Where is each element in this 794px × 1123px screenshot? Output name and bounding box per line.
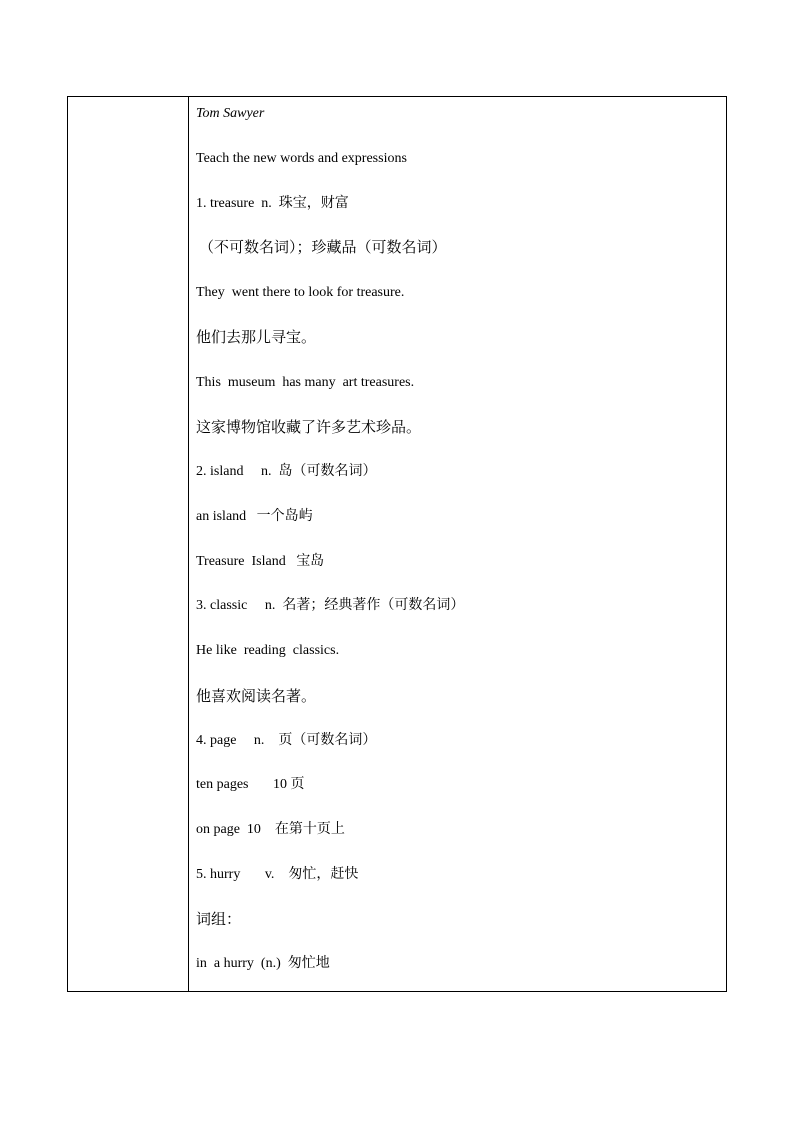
phrase-example: ten pages 10 页 [196, 777, 305, 792]
example-sentence: He like reading classics. [196, 643, 340, 658]
lesson-table [67, 96, 727, 992]
example-translation: 他们去那儿寻宝。 [196, 328, 317, 346]
label-cell [68, 97, 189, 991]
phrase-label: 词组： [196, 910, 242, 928]
phrase-example: on page 10 在第十页上 [196, 822, 345, 837]
content-cell [189, 97, 726, 991]
vocab-hurry: 5. hurry v. 匆忙，赶快 [196, 867, 359, 882]
vocab-classic: 3. classic n. 名著；经典著作（可数名词） [196, 598, 465, 613]
phrase-example: an island 一个岛屿 [196, 509, 313, 524]
section-heading: Teach the new words and expressions [196, 151, 407, 166]
vocab-treasure-note: （不可数名词）；珍藏品（可数名词） [199, 238, 447, 256]
example-sentence: They went there to look for treasure. [196, 285, 405, 300]
book-title: Tom Sawyer [196, 106, 265, 121]
vocab-treasure: 1. treasure n. 珠宝，财富 [196, 196, 349, 211]
vocab-page: 4. page n. 页（可数名词） [196, 733, 377, 748]
example-translation: 这家博物馆收藏了许多艺术珍品。 [196, 418, 422, 436]
example-translation: 他喜欢阅读名著。 [196, 687, 317, 705]
phrase-example: Treasure Island 宝岛 [196, 554, 325, 569]
phrase-example: in a hurry (n.) 匆忙地 [196, 956, 330, 971]
vocab-island: 2. island n. 岛（可数名词） [196, 464, 377, 479]
example-sentence: This museum has many art treasures. [196, 375, 415, 390]
